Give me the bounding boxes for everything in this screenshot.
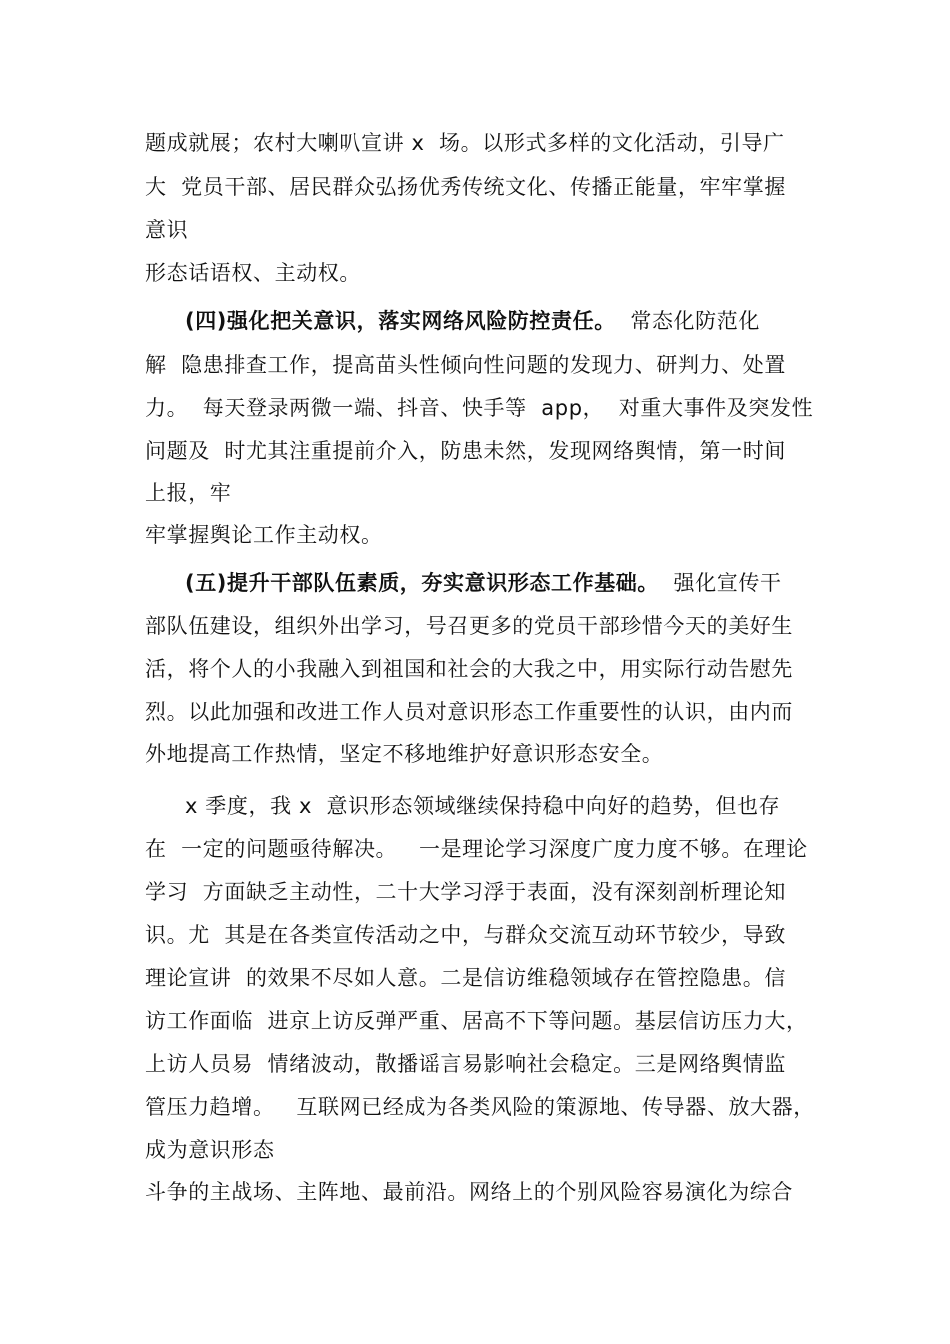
body-text-line: 理论宣讲 的效果不尽如人意。二是信访维稳领域存在管控隐患。信 (145, 966, 786, 990)
body-text-line: 管压力趋增。 互联网已经成为各类风险的策源地、传导器、放大器， (145, 1095, 815, 1119)
body-text-line: 上报，牢 (145, 481, 232, 505)
body-text-line: 活，将个人的小我融入到祖国和社会的大我之中，用实际行动告慰先 (145, 657, 793, 681)
body-text-line: 意识 (145, 218, 189, 242)
body-text-fragment: 强化宣传干 (659, 571, 782, 595)
body-text-line: 识。尤 其是在各类宣传活动之中，与群众交流互动环节较少，导致 (145, 923, 786, 947)
body-text-line: 上访人员易 情绪波动，散播谣言易影响社会稳定。三是网络舆情监 (145, 1052, 786, 1076)
section-heading-4: (四)强化把关意识，落实网络风险防控责任。 (185, 309, 616, 333)
body-text-line: 访工作面临 进京上访反弹严重、居高不下等问题。基层信访压力大， (145, 1009, 808, 1033)
section-heading-5: (五)提升干部队伍素质，夯实意识形态工作基础。 (185, 571, 659, 595)
body-text-line: 在 一定的问题亟待解决。 一是理论学习深度广度力度不够。在理论 (145, 837, 808, 861)
body-text-line: 部队伍建设，组织外出学习，号召更多的党员干部珍惜今天的美好生 (145, 614, 793, 638)
body-text-line: x 季度，我 x 意识形态领域继续保持稳中向好的趋势，但也存 (185, 794, 781, 818)
body-text-line: 成为意识形态 (145, 1138, 275, 1162)
body-text-line: 斗争的主战场、主阵地、最前沿。网络上的个别风险容易演化为综合 (145, 1180, 793, 1204)
body-text-line: 形态话语权、主动权。 (145, 261, 361, 285)
body-text-line: 大 党员干部、居民群众弘扬优秀传统文化、传播正能量，牢牢掌握 (145, 175, 786, 199)
body-text-fragment: 常态化防范化 (615, 309, 760, 333)
body-text-line: 力。 每天登录两微一端、抖音、快手等 app， 对重大事件及突发性 (145, 396, 814, 420)
body-text-line: 学习 方面缺乏主动性，二十大学习浮于表面，没有深刻剖析理论知 (145, 880, 786, 904)
body-text-line: 外地提高工作热情，坚定不移地维护好意识形态安全。 (145, 742, 664, 766)
body-text-line: 解 隐患排查工作，提高苗头性倾向性问题的发现力、研判力、处置 (145, 353, 786, 377)
section-heading-line (185, 568, 782, 598)
body-text-line: 牢掌握舆论工作主动权。 (145, 523, 383, 547)
body-text-line: 题成就展；农村大喇叭宣讲 x 场。以形式多样的文化活动，引导广 (145, 131, 785, 155)
body-text-line: 问题及 时尤其注重提前介入，防患未然，发现网络舆情，第一时间 (145, 439, 786, 463)
section-heading-line (185, 306, 760, 336)
body-text-line: 烈。以此加强和改进工作人员对意识形态工作重要性的认识，由内而 (145, 700, 793, 724)
